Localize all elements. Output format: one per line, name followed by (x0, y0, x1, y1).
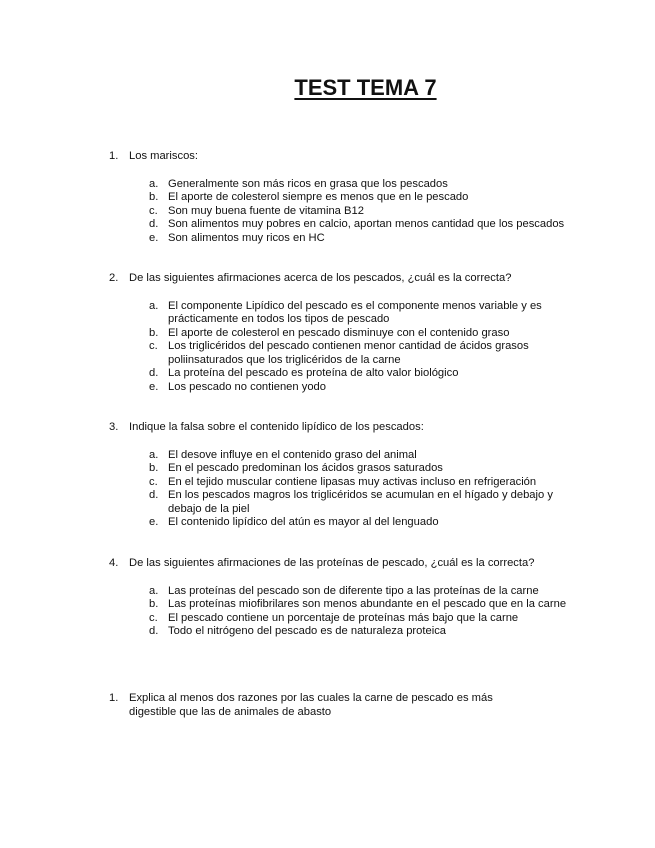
option-item: a. El desove influye en el contenido graso del animal (149, 448, 417, 461)
question-text: Explica al menos dos razones por las cuales la carne de pescado es más digestible que las de animales de abasto (129, 692, 493, 718)
question-number: 1. (109, 150, 119, 162)
option-item: c. El pescado contiene un porcentaje de proteínas más bajo que la carne (149, 611, 519, 624)
options-list (149, 449, 579, 530)
option-item: c. Son muy buena fuente de vitamina B12 (149, 204, 364, 217)
option-item: e. El contenido lipídico del atún es mayor al del lenguado (149, 516, 439, 528)
option-item: b. Las proteínas miofibrilares son menos abundante en el pescado que en la carne (149, 598, 567, 610)
question-3 (109, 421, 579, 530)
question-2 (109, 272, 579, 394)
option-item: d. Todo el nitrógeno del pescado es de naturaleza proteica (149, 625, 447, 637)
question-text: De las siguientes afirmaciones acerca de los pescados, ¿cuál es la correcta? (129, 272, 512, 284)
option-item: b. En el pescado predominan los ácidos grasos saturados (149, 462, 443, 474)
page-title: TEST TEMA 7 (294, 75, 437, 100)
option-item: b. El aporte de colesterol siempre es menos que en le pescado (149, 191, 469, 203)
option-item: e. Son alimentos muy ricos en HC (149, 231, 325, 244)
question-number: 4. (109, 557, 119, 569)
option-item: d. La proteína del pescado es proteína de alto valor biológico (149, 367, 459, 379)
question-number: 1. (109, 692, 119, 704)
options-list (149, 178, 579, 246)
question-1 (109, 150, 579, 245)
option-item: c. Los triglicéridos del pescado contienen menor cantidad de ácidos grasos poliinsaturados que los triglicéridos de la carne (149, 340, 529, 366)
question-number: 3. (109, 421, 119, 433)
options-list (149, 300, 579, 395)
option-item: a. Generalmente son más ricos en grasa que los pescados (149, 177, 448, 190)
option-item: c. En el tejido muscular contiene lipasas muy activas incluso en refrigeración (149, 475, 537, 488)
question-text: Indique la falsa sobre el contenido lipídico de los pescados: (129, 421, 424, 433)
question-number: 2. (109, 272, 119, 284)
option-item: e. Los pescado no contienen yodo (149, 380, 326, 393)
question-text: Los mariscos: (129, 150, 199, 162)
option-item: b. El aporte de colesterol en pescado disminuye con el contenido graso (149, 326, 510, 339)
option-item: a. Las proteínas del pescado son de diferente tipo a las proteínas de la carne (149, 584, 539, 597)
question-4 (109, 557, 579, 639)
option-item: a. El componente Lipídico del pescado es el componente menos variable y es prácticamente en todos los tipos de pescado (149, 299, 542, 325)
option-item: d. En los pescados magros los triglicéridos se acumulan en el hígado y debajo y debajo de la piel (149, 489, 553, 515)
question-text: De las siguientes afirmaciones de las proteínas de pescado, ¿cuál es la correcta? (129, 557, 535, 569)
options-list (149, 585, 579, 639)
question-open (109, 692, 529, 719)
option-item: d. Son alimentos muy pobres en calcio, aportan menos cantidad que los pescados (149, 218, 565, 230)
